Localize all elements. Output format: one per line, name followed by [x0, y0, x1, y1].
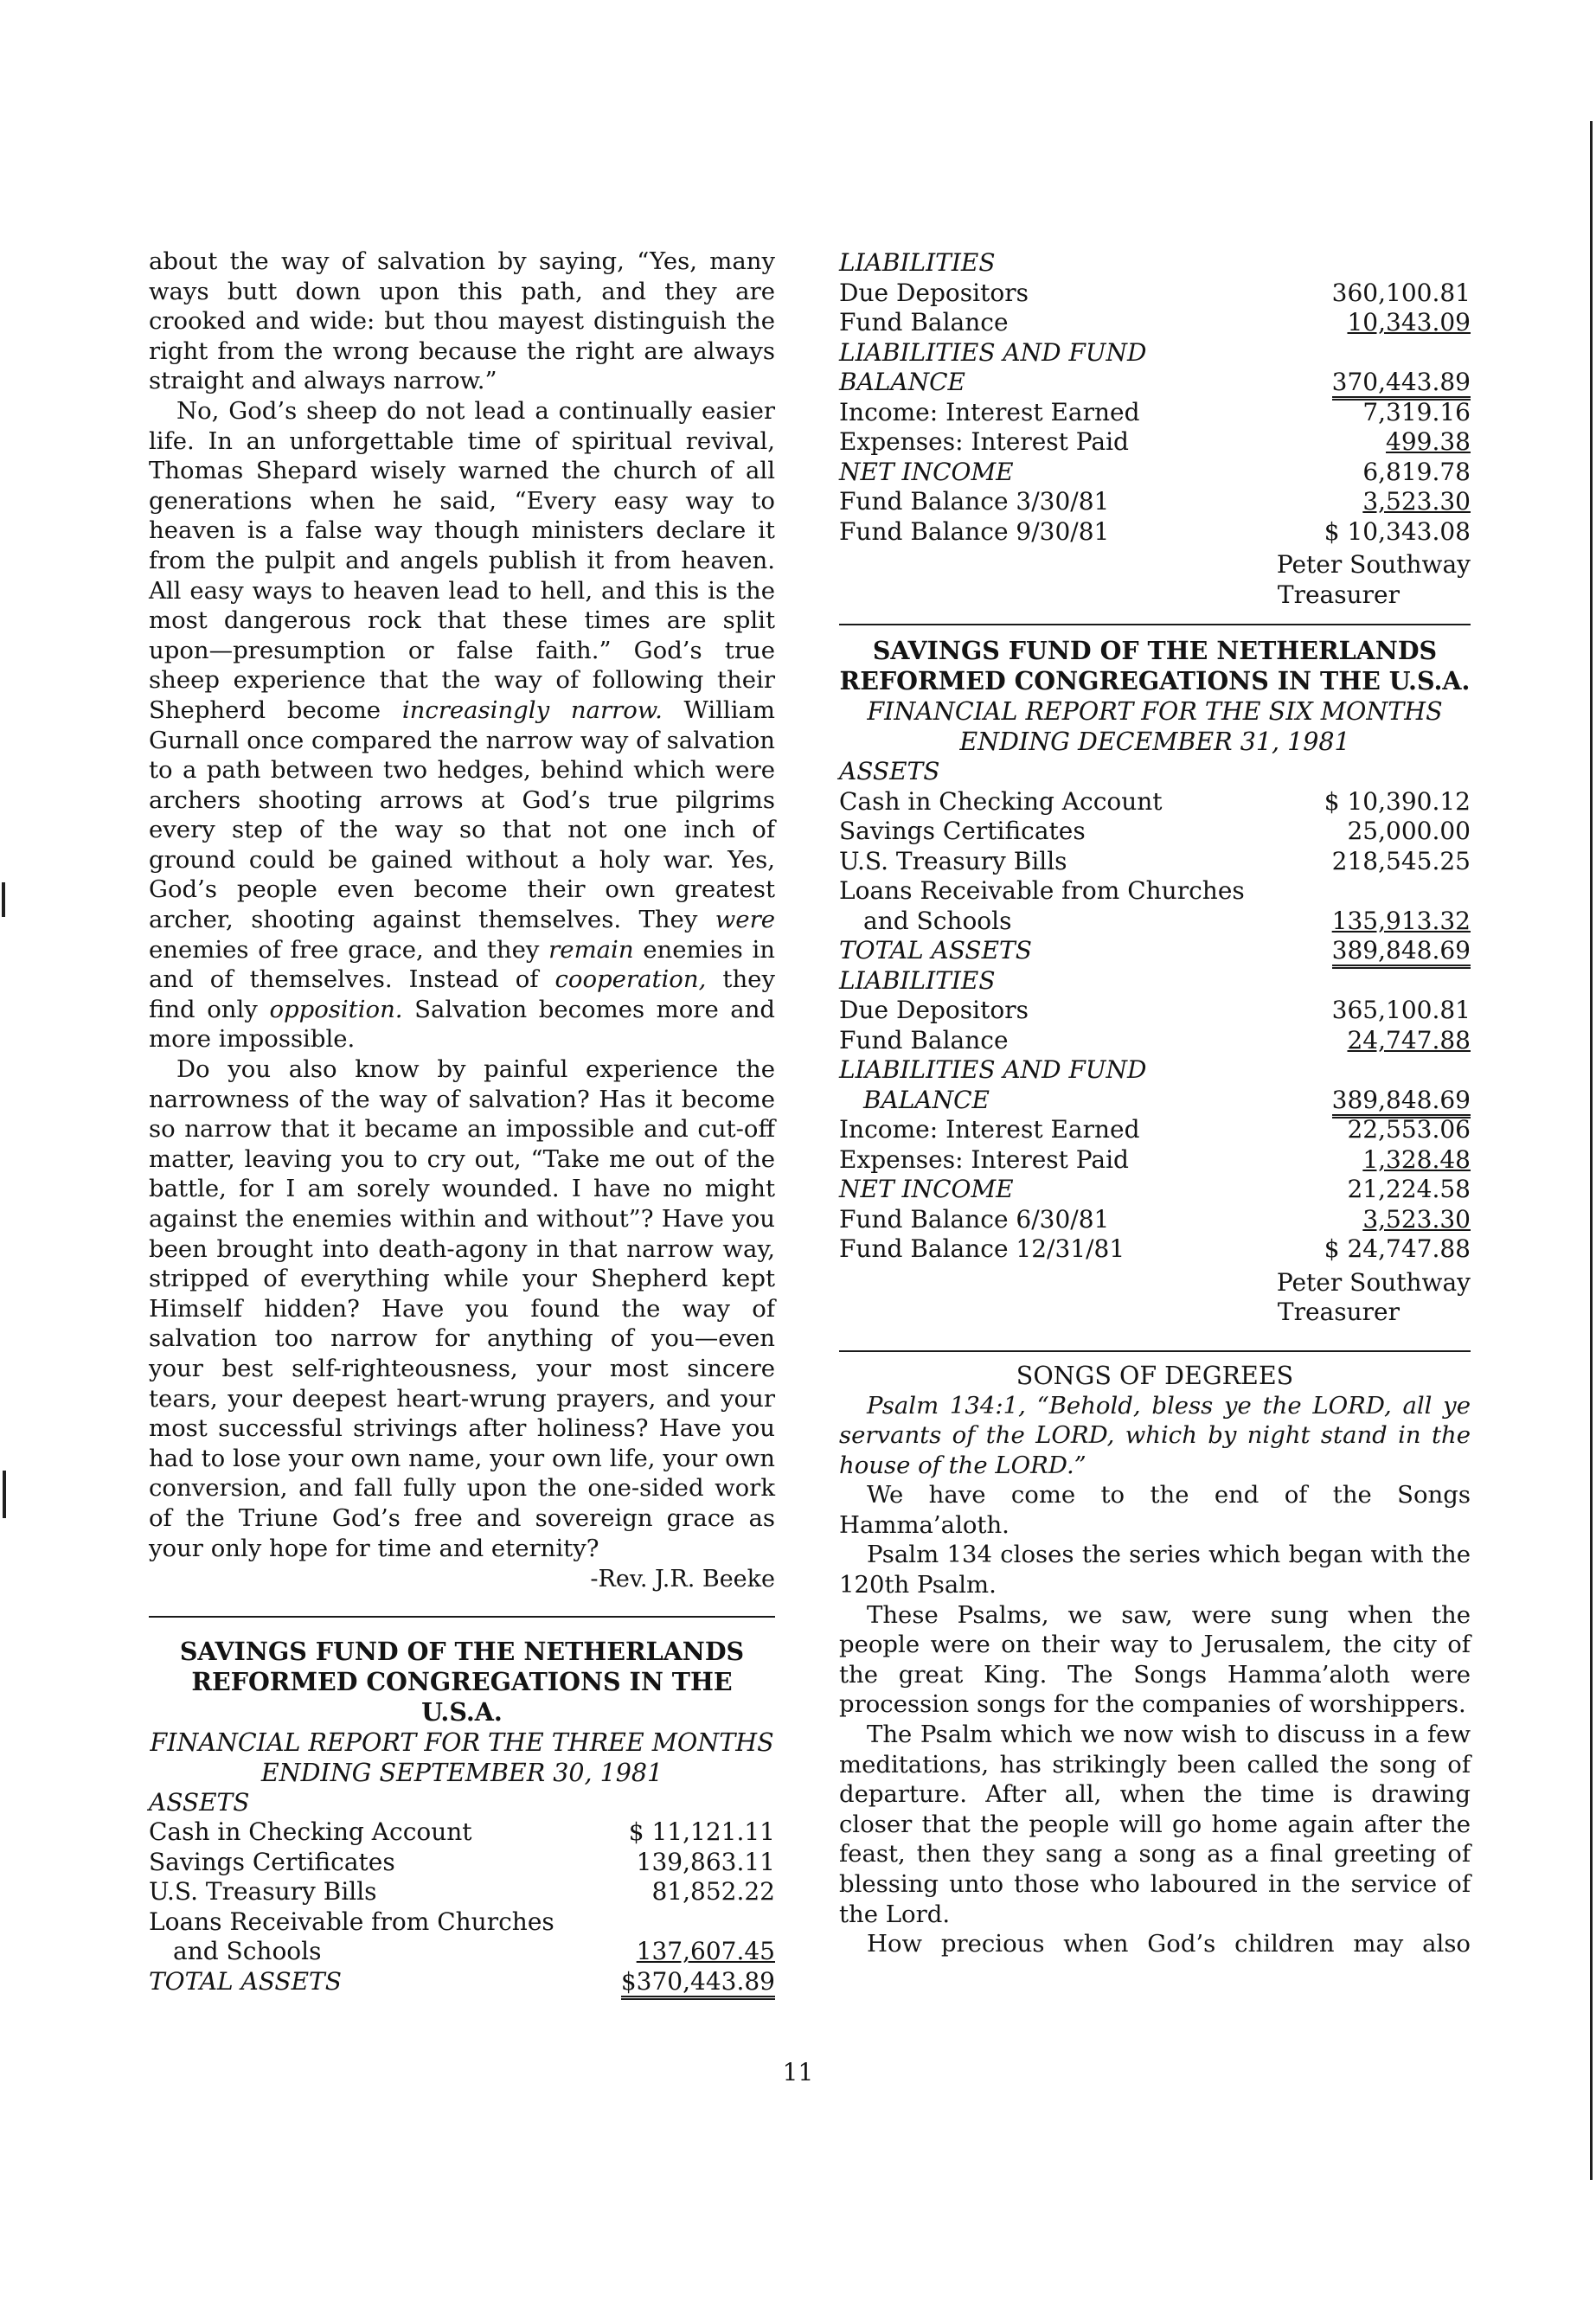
emphasis-text: were: [715, 906, 775, 934]
treasurer-name: Peter Southway: [1276, 550, 1471, 579]
table-row: [839, 817, 1471, 847]
table-row: [839, 1205, 1471, 1235]
left-column: [149, 247, 775, 1997]
table-row: [839, 1086, 1471, 1116]
row-value: 3,523.30: [1362, 487, 1471, 516]
row-value: $ 10,343.08: [1324, 516, 1471, 546]
table-row: [839, 1115, 1471, 1145]
total-label: TOTAL ASSETS: [839, 936, 1032, 965]
row-label: Fund Balance 9/30/81: [839, 516, 1110, 546]
assets-label: ASSETS: [149, 1787, 250, 1817]
row-value: 3,523.30: [1362, 1204, 1471, 1234]
table-row: [839, 1234, 1471, 1265]
emphasis-text: remain: [548, 935, 634, 964]
article-paragraph: Psalm 134 closes the series which began with the 120th Psalm.: [839, 1541, 1471, 1599]
page-number: 11: [782, 2058, 814, 2086]
table-row: [839, 398, 1471, 428]
article-paragraph: [149, 396, 775, 1054]
table-row: [149, 1848, 775, 1878]
total-value: 370,443.89: [1332, 368, 1471, 401]
row-label: Fund Balance 3/30/81: [839, 487, 1110, 516]
table-row: [839, 787, 1471, 817]
treasurer-signature: [839, 550, 1471, 610]
row-value: 137,607.45: [636, 1937, 775, 1966]
report-heading: SAVINGS FUND OF THE NETHERLANDS REFORMED CONGREGATIONS IN THE U.S.A.: [179, 1636, 745, 1727]
row-label: Due Depositors: [839, 996, 1029, 1024]
paragraph-text: enemies of free grace, and they: [149, 935, 540, 964]
financial-report-q3: [149, 1637, 775, 1997]
report-subheading: FINANCIAL REPORT FOR THE THREE MONTHS ENDING SEPTEMBER 30, 1981: [150, 1727, 774, 1787]
row-value: 1,328.48: [1362, 1144, 1471, 1174]
row-label: and Schools: [863, 906, 1012, 935]
author-signature: -Rev. J.R. Beeke: [590, 1566, 775, 1593]
report-heading: SAVINGS FUND OF THE NETHERLANDS REFORMED CONGREGATIONS IN THE U.S.A.: [839, 636, 1471, 695]
article-heading: SONGS OF DEGREES: [1016, 1361, 1294, 1390]
article-paragraph: These Psalms, we saw, were sung when the people were on their way to Jerusalem, the city of the great King. The Songs Hamma’aloth were procession songs for the companies of worshippers.: [839, 1600, 1471, 1719]
liabilities-label: LIABILITIES: [839, 248, 996, 277]
report-table: [839, 757, 1471, 1265]
liabilities-label: LIABILITIES: [839, 965, 996, 995]
row-label: BALANCE: [839, 368, 965, 396]
row-label: U.S. Treasury Bills: [839, 846, 1067, 875]
article-paragraph: about the way of salvation by saying, “Yes, many ways butt down upon this path, and they are crooked and wide: but thou mayest distinguish the right from the wrong because the right are always straight and always narrow.”: [149, 247, 775, 395]
row-value: 21,224.58: [1347, 1175, 1471, 1203]
table-row: [839, 996, 1471, 1026]
table-row: [839, 368, 1471, 398]
row-label: Due Depositors: [839, 278, 1029, 307]
table-row: [839, 487, 1471, 517]
row-value: 139,863.11: [636, 1847, 775, 1876]
article-paragraph: How precious when God’s children may also: [867, 1930, 1471, 1958]
row-value: 499.38: [1386, 427, 1471, 456]
psalm-verse: Psalm 134:1, “Behold, bless ye the LORD, all ye servants of the LORD, which by night stand in the house of the LORD.”: [839, 1391, 1471, 1479]
table-row: [149, 1907, 775, 1938]
paragraph-text: they find only: [149, 965, 775, 1023]
article-paragraph: We have come to the end of the Songs Hamma’aloth.: [839, 1481, 1471, 1539]
table-row: [839, 1055, 1471, 1086]
total-value: 389,848.69: [1332, 1086, 1471, 1118]
row-value: 81,852.22: [651, 1877, 775, 1907]
row-label: Loans Receivable from Churches: [839, 876, 1245, 905]
report-table: [149, 1788, 775, 1997]
row-label: Expenses: Interest Paid: [839, 427, 1129, 456]
row-value: 360,100.81: [1331, 278, 1471, 307]
row-label: Income: Interest Earned: [839, 1115, 1140, 1144]
section-divider: [149, 1616, 775, 1618]
report-subheading: FINANCIAL REPORT FOR THE SIX MONTHS ENDING DECEMBER 31, 1981: [867, 697, 1443, 756]
table-row: [839, 936, 1471, 966]
row-label: Income: Interest Earned: [839, 397, 1140, 426]
row-value: $ 10,390.12: [1324, 786, 1471, 816]
table-row: [839, 907, 1471, 937]
financial-report-annual: [839, 636, 1471, 1328]
row-value: 218,545.25: [1331, 846, 1471, 875]
table-row: [839, 847, 1471, 877]
row-value: 135,913.32: [1331, 906, 1471, 935]
total-value: 389,848.69: [1332, 936, 1471, 969]
report-table-continued: [839, 248, 1471, 547]
table-row: [149, 1817, 775, 1848]
row-label: LIABILITIES AND FUND: [839, 1055, 1147, 1084]
treasurer-title: Treasurer: [1277, 1298, 1400, 1326]
row-label: Cash in Checking Account: [839, 786, 1163, 816]
row-label: Fund Balance: [839, 1025, 1009, 1054]
paragraph-text: William Gurnall once compared the narrow way of salvation to a path between two hedges, behind which were archers shooting arrows at God’s true pilgrims every step of the way so that not one inch of ground could be gained without a holy war. Yes, God’s people even become their own greatest archer, shooting against themselves. They: [149, 695, 775, 934]
row-value: $ 24,747.88: [1324, 1234, 1471, 1263]
table-row: [839, 338, 1471, 369]
row-label: LIABILITIES AND FUND: [839, 337, 1147, 367]
emphasis-text: cooperation,: [554, 965, 707, 994]
total-value: $370,443.89: [621, 1967, 775, 2000]
table-row: [839, 876, 1471, 907]
row-label: and Schools: [173, 1937, 322, 1966]
table-row: [839, 308, 1471, 338]
row-value: 24,747.88: [1347, 1025, 1471, 1054]
table-row: [149, 1967, 775, 1997]
article-paragraph: Do you also know by painful experience the narrowness of the way of salvation? Has it become so narrow that it became an impossible and cut-off matter, leaving you to cry out, “Take me out of the battle, for I am sorely wounded. I have no might against the enemies within and without”? Have you been brought into death-agony in that narrow way, stripped of everything while your Shepherd kept Himself hidden? Have you found the way of salvation too narrow for anything of you—even your best self-righteousness, your most sincere tears, your deepest heart-wrung prayers, and your most successful strivings after holiness? Have you had to lose your own name, your own life, your own conversion, and fall fully upon the one-sided work of the Triune God’s free and sovereign grace as your only hope for time and eternity?: [149, 1055, 775, 1562]
table-row: [839, 1175, 1471, 1205]
treasurer-title: Treasurer: [1277, 580, 1400, 609]
row-label: U.S. Treasury Bills: [149, 1877, 377, 1907]
section-divider: [839, 624, 1471, 625]
table-row: [149, 1877, 775, 1907]
scan-edge-mark: [1590, 121, 1593, 2180]
row-label: Fund Balance 6/30/81: [839, 1204, 1110, 1234]
section-divider: [839, 1350, 1471, 1352]
row-label: Loans Receivable from Churches: [149, 1907, 554, 1936]
row-label: BALANCE: [863, 1085, 990, 1114]
row-value: $ 11,121.11: [628, 1817, 775, 1847]
paragraph-text: enemies in and of themselves. Instead of: [149, 935, 775, 994]
row-value: 7,319.16: [1362, 397, 1471, 426]
row-value: 6,819.78: [1362, 457, 1471, 486]
paragraph-text: No, God’s sheep do not lead a continually easier life. In an unforgettable time of spiritual revival, Thomas Shepard wisely warned the church of all generations when he said, “Every easy way to heaven is a false way though ministers declare it from the pulpit and angels publish it from heaven. All easy ways to heaven lead to hell, and this is the most dangerous rock that these times are split upon—presumption or false faith.” God’s true sheep experience that the way of following their Shepherd become: [149, 396, 775, 724]
row-value: 365,100.81: [1331, 996, 1471, 1024]
row-label: NET INCOME: [839, 1175, 1014, 1203]
emphasis-text: opposition.: [269, 995, 403, 1023]
row-value: 10,343.09: [1347, 308, 1471, 336]
table-row: [839, 427, 1471, 458]
row-label: Savings Certificates: [839, 817, 1086, 845]
article-paragraph: The Psalm which we now wish to discuss in a few meditations, has strikingly been called the song of departure. After all, when the time is drawing closer that the people will go home again after the feast, then they sang a song as a final greeting of blessing unto those who laboured in the service of the Lord.: [839, 1721, 1471, 1928]
table-row: [839, 458, 1471, 488]
table-row: [839, 1026, 1471, 1056]
table-row: [839, 517, 1471, 548]
table-row: [839, 1145, 1471, 1176]
treasurer-name: Peter Southway: [1276, 1267, 1471, 1297]
row-label: Expenses: Interest Paid: [839, 1144, 1129, 1174]
scan-edge-mark: [3, 1471, 6, 1518]
paragraph-text: Salvation becomes more and more impossible.: [149, 995, 776, 1054]
total-label: TOTAL ASSETS: [149, 1966, 342, 1996]
treasurer-signature: [839, 1268, 1471, 1328]
row-label: Cash in Checking Account: [149, 1817, 472, 1847]
right-column: [839, 248, 1471, 1959]
table-row: [839, 279, 1471, 309]
row-label: Savings Certificates: [149, 1847, 395, 1876]
table-row: [149, 1937, 775, 1967]
row-value: 22,553.06: [1347, 1115, 1471, 1144]
emphasis-text: increasingly narrow.: [401, 695, 663, 724]
scan-edge-mark: [2, 882, 5, 917]
assets-label: ASSETS: [839, 757, 940, 785]
row-label: Fund Balance 12/31/81: [839, 1234, 1125, 1263]
row-label: Fund Balance: [839, 308, 1009, 336]
songs-of-degrees-article: [839, 1361, 1471, 1959]
row-value: 25,000.00: [1347, 817, 1471, 845]
row-label: NET INCOME: [839, 457, 1014, 486]
